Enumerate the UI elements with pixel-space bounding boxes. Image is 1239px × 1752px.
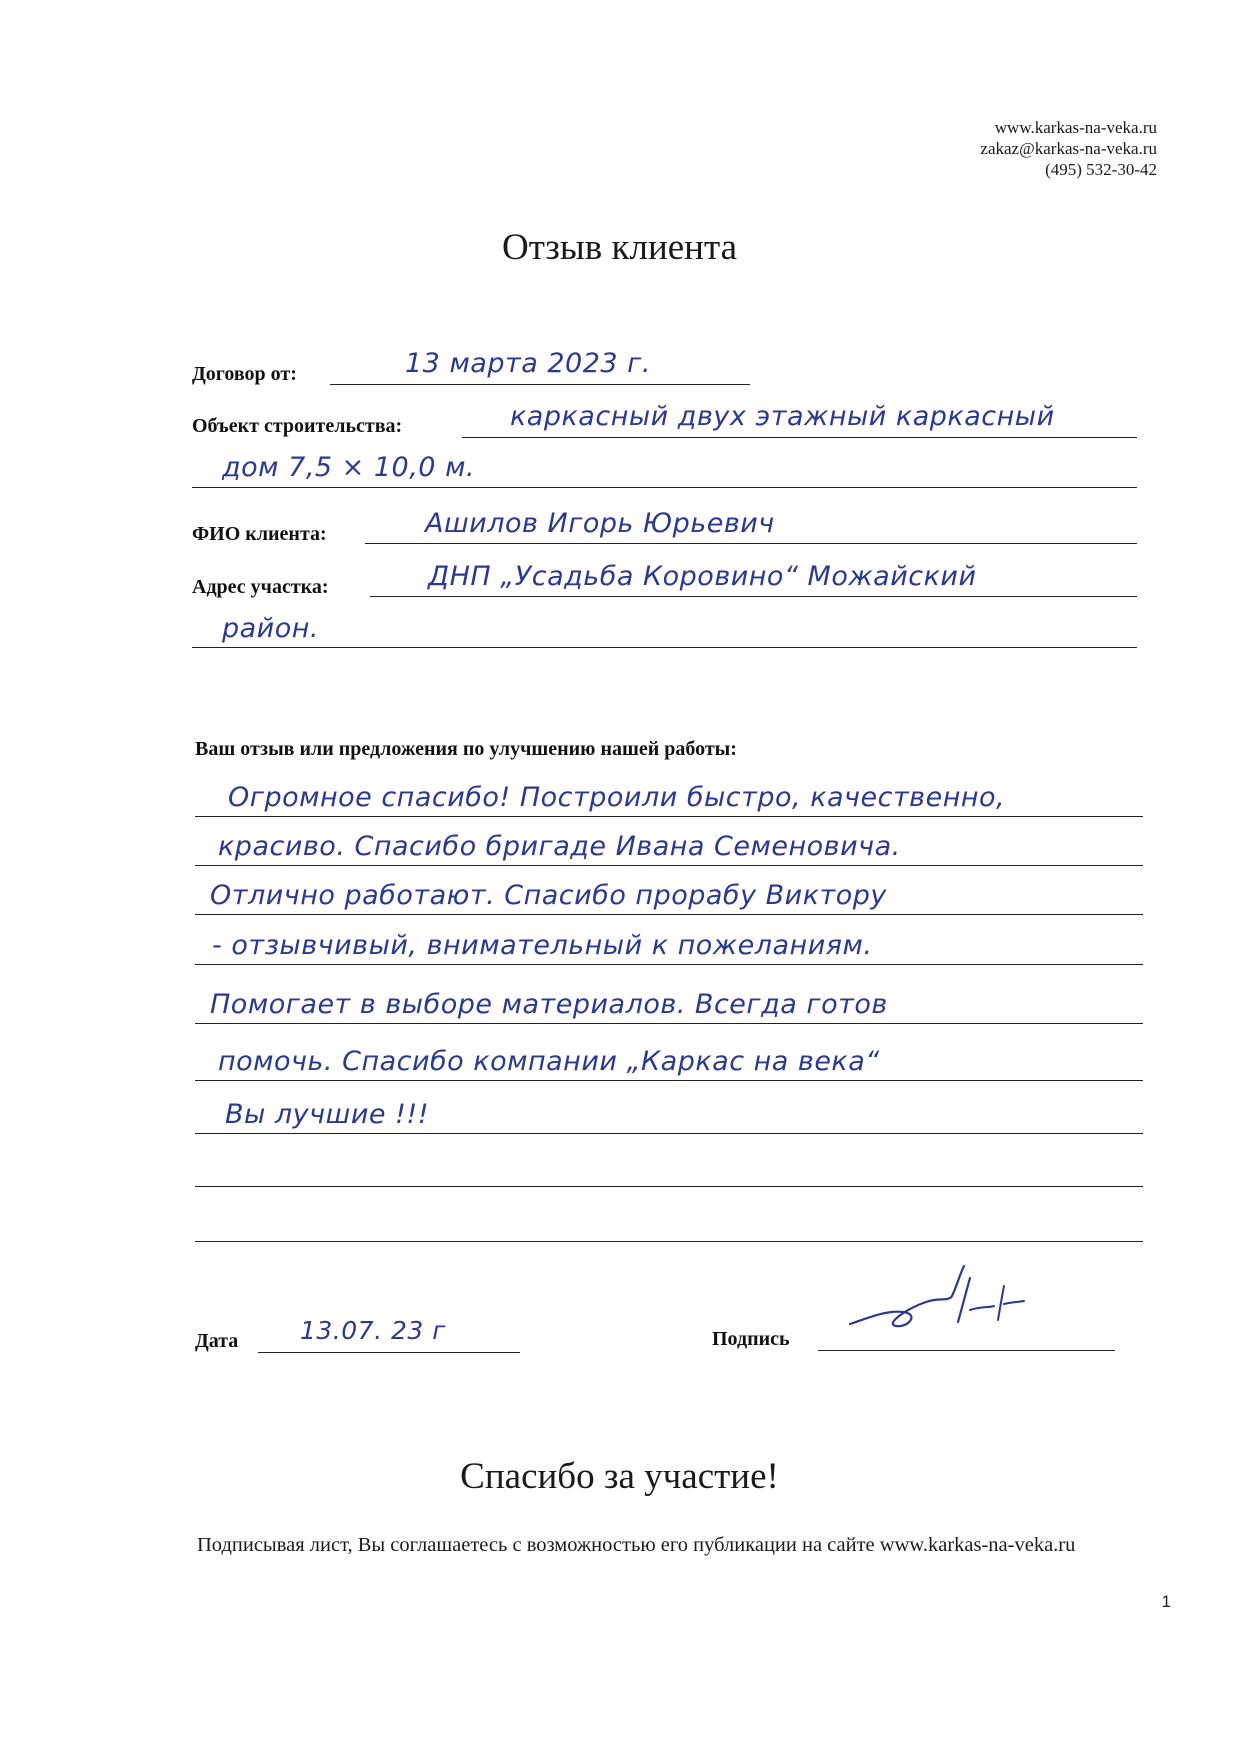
review-line bbox=[195, 914, 1143, 915]
handwritten-signature[interactable] bbox=[848, 1262, 1028, 1342]
address-line-1 bbox=[370, 596, 1137, 597]
review-text-line: красиво. Спасибо бригаде Ивана Семеновича. bbox=[218, 831, 901, 862]
date-line bbox=[258, 1352, 520, 1353]
review-text-line: Отлично работают. Спасибо прорабу Виктору bbox=[210, 880, 887, 911]
contact-block bbox=[797, 117, 1157, 180]
address-label: Адрес участка: bbox=[192, 576, 329, 598]
contract-value[interactable]: 13 марта 2023 г. bbox=[405, 348, 651, 379]
website-link[interactable]: www.karkas-na-veka.ru bbox=[994, 118, 1157, 137]
object-line-1 bbox=[462, 437, 1137, 438]
contract-line bbox=[330, 384, 750, 385]
object-value-line2[interactable]: дом 7,5 × 10,0 м. bbox=[222, 452, 476, 483]
consent-text: Подписывая лист, Вы соглашаетесь с возможностью его публикации на сайте www.karkas-na-veka.ru bbox=[197, 1534, 1076, 1556]
review-label: Ваш отзыв или предложения по улучшению нашей работы: bbox=[195, 738, 737, 760]
review-line bbox=[195, 1023, 1143, 1024]
date-label: Дата bbox=[195, 1330, 239, 1352]
date-value[interactable]: 13.07. 23 г bbox=[300, 1316, 446, 1345]
client-value[interactable]: Ашилов Игорь Юрьевич bbox=[425, 508, 775, 539]
signature-label: Подпись bbox=[712, 1328, 790, 1350]
client-label: ФИО клиента: bbox=[192, 523, 327, 545]
object-label: Объект строительства: bbox=[192, 415, 403, 437]
review-text-line: - отзывчивый, внимательный к пожеланиям. bbox=[212, 930, 873, 961]
client-line bbox=[365, 543, 1137, 544]
phone-number: (495) 532-30-42 bbox=[1045, 160, 1157, 179]
page-number: 1 bbox=[1161, 1592, 1171, 1611]
review-line bbox=[195, 816, 1143, 817]
page-title: Отзыв клиента bbox=[501, 227, 738, 268]
thanks-heading: Спасибо за участие! bbox=[460, 1456, 779, 1497]
address-value-line1[interactable]: ДНП „Усадьба Коровино“ Можайский bbox=[428, 561, 977, 592]
review-text-line: помочь. Спасибо компании „Каркас на века“ bbox=[218, 1046, 880, 1077]
review-text-line: Огромное спасибо! Построили быстро, качественно, bbox=[228, 782, 1006, 813]
signature-line bbox=[818, 1350, 1115, 1351]
contract-label: Договор от: bbox=[192, 363, 297, 385]
review-line bbox=[195, 1080, 1143, 1081]
object-value-line1[interactable]: каркасный двух этажный каркасный bbox=[510, 401, 1055, 432]
object-line-2 bbox=[192, 487, 1137, 488]
review-text-line: Помогает в выборе материалов. Всегда готов bbox=[210, 989, 888, 1020]
email-link[interactable]: zakaz@karkas-na-veka.ru bbox=[980, 139, 1157, 158]
review-line bbox=[195, 1186, 1143, 1187]
review-line bbox=[195, 1241, 1143, 1242]
review-line bbox=[195, 1133, 1143, 1134]
review-line bbox=[195, 964, 1143, 965]
review-line bbox=[195, 865, 1143, 866]
address-line-2 bbox=[192, 647, 1137, 648]
address-value-line2[interactable]: район. bbox=[222, 613, 319, 644]
review-text-line: Вы лучшие !!! bbox=[225, 1099, 430, 1130]
